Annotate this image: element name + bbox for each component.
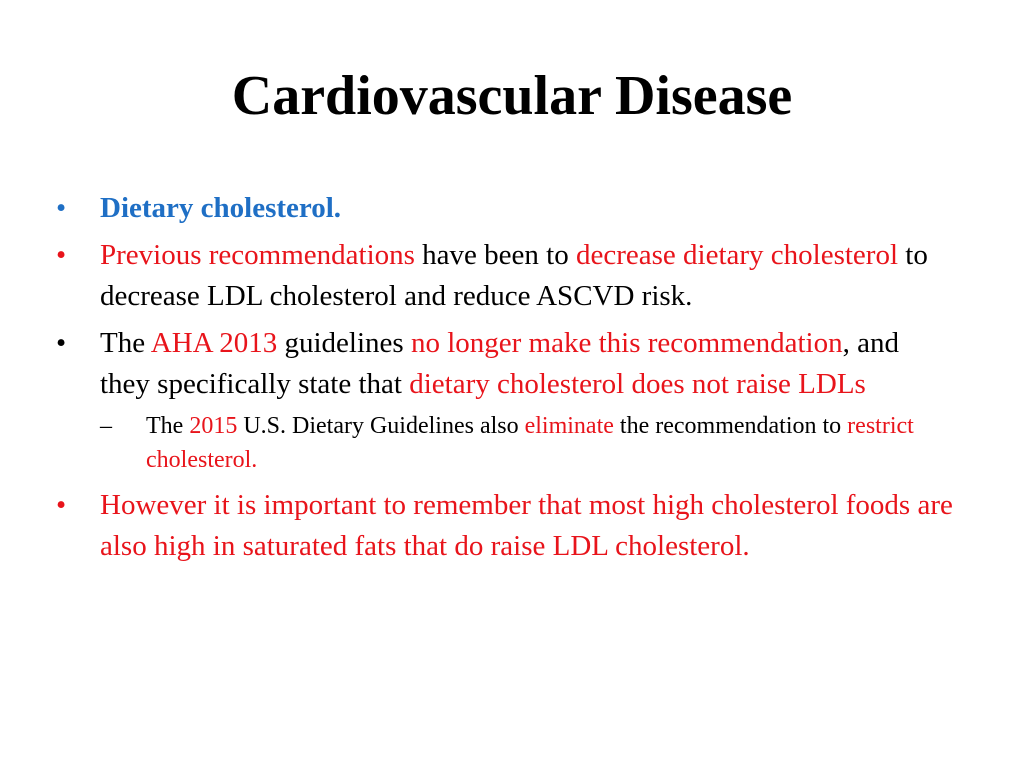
text-segment: AHA 2013 [150,327,278,359]
bullet-icon: • [56,192,67,224]
text-segment: guidelines [277,327,411,359]
text-segment: U.S. Dietary Guidelines also [237,413,525,439]
slide-content [56,188,956,573]
text-segment: Previous recommendations [100,239,415,271]
text-segment: The [146,413,190,439]
text-segment: The [100,327,151,359]
text-segment: to decrease LDL cholesterol and reduce ASCVD risk. [100,239,928,312]
text-segment: eliminate [524,413,614,439]
bullet-text: However it is important to remember that most high cholesterol foods are also high in saturated fats that do raise LDL cholesterol. [100,489,953,562]
bullet-aha-2013 [56,323,956,405]
bullet-icon: • [56,489,67,521]
bullet-previous-recommendations [56,235,956,317]
dash-icon: – [100,413,112,439]
bullet-icon: • [56,239,67,271]
text-segment: , and they specifically state that [100,327,899,400]
bullet-text: Dietary cholesterol. [100,192,342,224]
text-segment: have been to [414,239,576,271]
text-segment: restrict cholesterol. [146,413,914,473]
text-segment: dietary cholesterol does not raise LDLs [409,368,866,400]
text-segment: no longer make this recommendation [410,327,843,359]
text-segment: the recommendation to [613,413,848,439]
subbullet-2015-guidelines [56,409,956,477]
bullet-icon: • [56,327,67,359]
text-segment: 2015 [189,413,238,439]
text-segment: decrease dietary cholesterol [575,239,899,271]
bullet-dietary-cholesterol [56,188,956,229]
slide-title: Cardiovascular Disease [231,65,793,127]
bullet-saturated-fats [56,485,956,567]
